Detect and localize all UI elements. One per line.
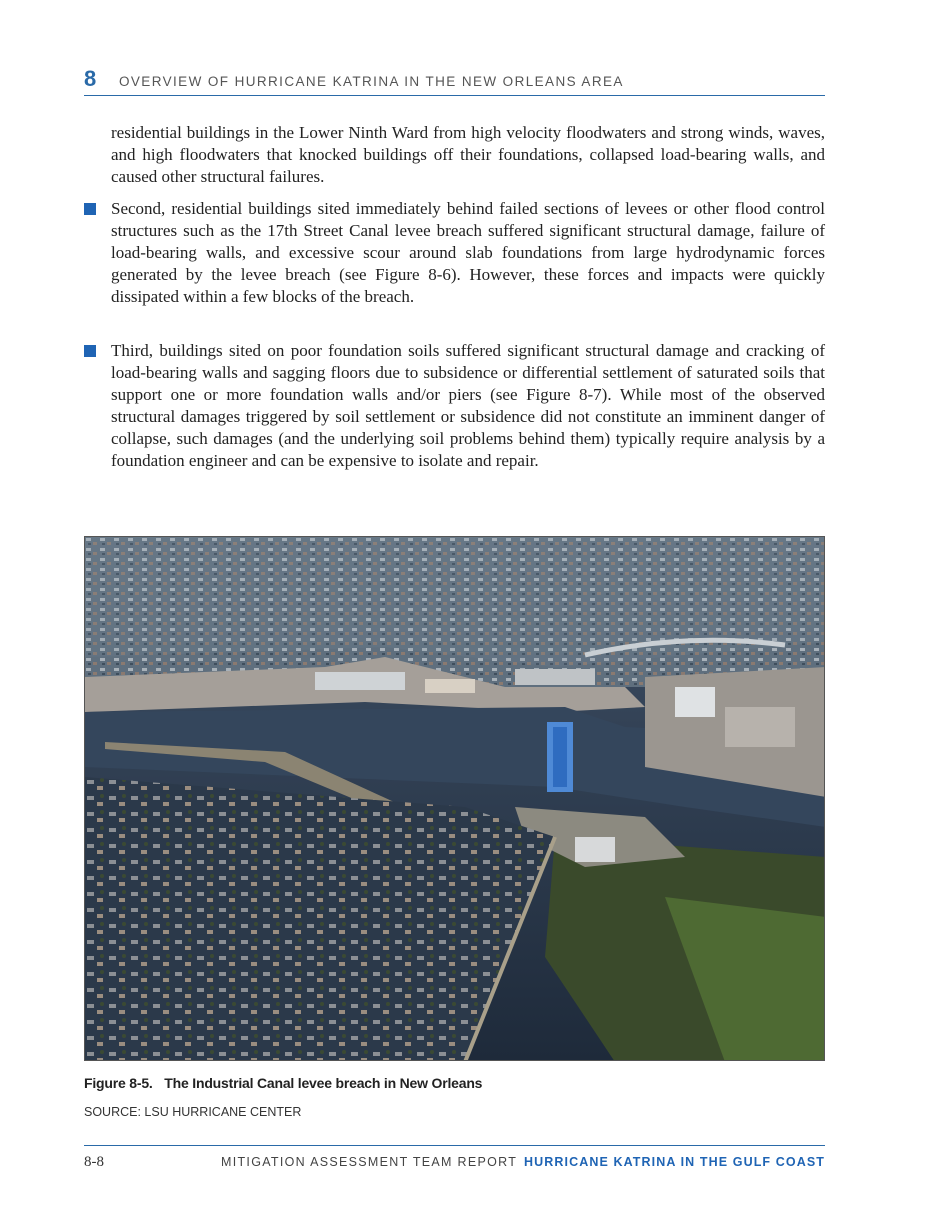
bullet-text: Second, residential buildings sited immediately behind failed sections of levees or other flood control structures such as the 17th Street Canal levee breach suffered significant structural damage, failure of load-bearing walls, and excessive scour around slab foundations from large hydrodynamic forces generated by the levee breach (see Figure 8-6). However, these forces and impacts were quickly dissipated within a few blocks of the breach. (111, 199, 825, 306)
chapter-number: 8 (84, 66, 97, 91)
page-header (84, 66, 825, 96)
square-bullet-icon (84, 203, 96, 215)
page-number: 8-8 (84, 1154, 104, 1170)
chapter-title: OVERVIEW OF HURRICANE KATRINA IN THE NEW ORLEANS AREA (119, 74, 624, 89)
intro-paragraph: residential buildings in the Lower Ninth Ward from high velocity floodwaters and strong winds, waves, and high floodwaters that knocked buildings off their foundations, collapsed load-bearing walls, and caused other structural failures. (111, 123, 825, 186)
page-footer (84, 1145, 825, 1175)
report-subject: HURRICANE KATRINA IN THE GULF COAST (524, 1155, 825, 1169)
aerial-photo (84, 536, 825, 1061)
figure-caption (84, 1075, 482, 1091)
report-name: MITIGATION ASSESSMENT TEAM REPORT (221, 1155, 518, 1169)
square-bullet-icon (84, 345, 96, 357)
bullet-text: Third, buildings sited on poor foundation soils suffered significant structural damage and cracking of load-bearing walls and sagging floors due to subsidence or differential settlement of saturated soils that support one or more foundation walls and/or piers (see Figure 8-7). While most of the observed structural damages triggered by soil settlement or subsidence did not constitute an imminent danger of collapse, such damages (and the underlying soil problems behind them) typically require analysis by a foundation engineer and can be expensive to isolate and repair. (111, 341, 825, 470)
figure-source: SOURCE: LSU HURRICANE CENTER (84, 1105, 302, 1119)
figure-caption-text: The Industrial Canal levee breach in New Orleans (164, 1075, 483, 1091)
figure-label: Figure 8-5. (84, 1075, 153, 1091)
aerial-flood-photo-illustration (85, 537, 825, 1061)
